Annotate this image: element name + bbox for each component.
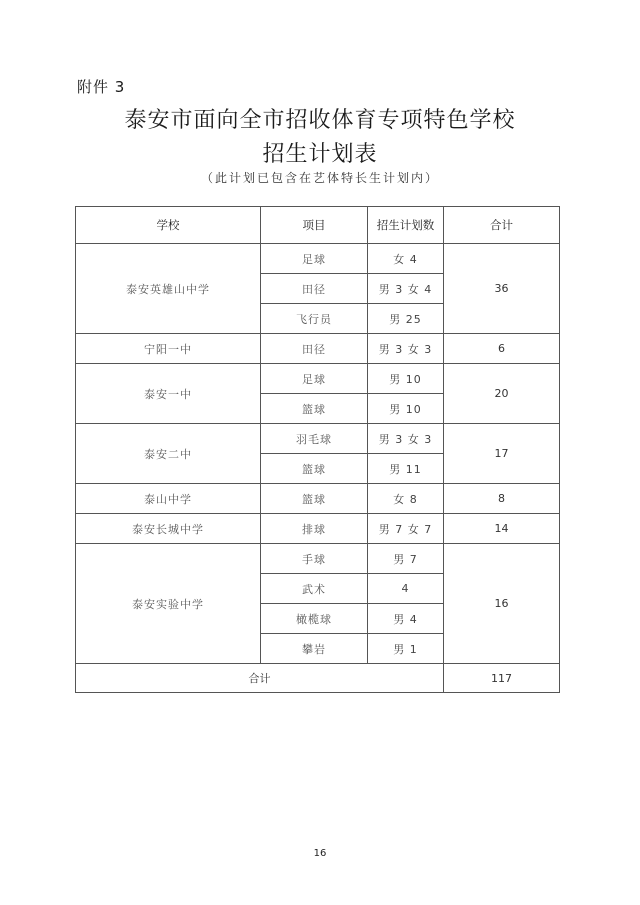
- quota-cell: 男 3 女 3: [368, 424, 444, 454]
- school-name-cell: 泰山中学: [76, 484, 261, 514]
- school-total-cell: 14: [444, 514, 560, 544]
- grand-total-label: 合计: [76, 664, 444, 693]
- school-name-cell: 宁阳一中: [76, 334, 261, 364]
- sport-item-cell: 羽毛球: [261, 424, 368, 454]
- header-item: 项目: [261, 207, 368, 244]
- header-quota: 招生计划数: [368, 207, 444, 244]
- sport-item-cell: 手球: [261, 544, 368, 574]
- table-row: [76, 544, 560, 574]
- enrollment-plan-table: [75, 206, 560, 693]
- school-total-cell: 8: [444, 484, 560, 514]
- quota-cell: 男 1: [368, 634, 444, 664]
- sport-item-cell: 篮球: [261, 454, 368, 484]
- table-body: [76, 244, 560, 664]
- quota-cell: 男 11: [368, 454, 444, 484]
- header-school: 学校: [76, 207, 261, 244]
- quota-cell: 男 25: [368, 304, 444, 334]
- quota-cell: 男 7 女 7: [368, 514, 444, 544]
- quota-cell: 4: [368, 574, 444, 604]
- sport-item-cell: 田径: [261, 274, 368, 304]
- table-row: [76, 364, 560, 394]
- attachment-label: 附件 3: [77, 78, 126, 96]
- school-name-cell: 泰安一中: [76, 364, 261, 424]
- sport-item-cell: 飞行员: [261, 304, 368, 334]
- sport-item-cell: 篮球: [261, 484, 368, 514]
- school-total-cell: 36: [444, 244, 560, 334]
- page-number: 16: [313, 848, 327, 859]
- header-total: 合计: [444, 207, 560, 244]
- quota-cell: 女 8: [368, 484, 444, 514]
- quota-cell: 男 3 女 3: [368, 334, 444, 364]
- table-row: [76, 424, 560, 454]
- school-total-cell: 17: [444, 424, 560, 484]
- quota-cell: 男 4: [368, 604, 444, 634]
- document-title: 泰安市面向全市招收体育专项特色学校: [124, 108, 516, 133]
- school-name-cell: 泰安二中: [76, 424, 261, 484]
- table-header-row: [76, 207, 560, 244]
- school-total-cell: 16: [444, 544, 560, 664]
- grand-total-value: 117: [444, 664, 560, 693]
- sport-item-cell: 武术: [261, 574, 368, 604]
- sport-item-cell: 足球: [261, 244, 368, 274]
- sport-item-cell: 攀岩: [261, 634, 368, 664]
- school-name-cell: 泰安长城中学: [76, 514, 261, 544]
- sport-item-cell: 排球: [261, 514, 368, 544]
- sport-item-cell: 足球: [261, 364, 368, 394]
- table-row: [76, 244, 560, 274]
- sport-item-cell: 篮球: [261, 394, 368, 424]
- sport-item-cell: 橄榄球: [261, 604, 368, 634]
- quota-cell: 男 10: [368, 394, 444, 424]
- quota-cell: 男 7: [368, 544, 444, 574]
- table-row: [76, 334, 560, 364]
- grand-total-row: [76, 664, 560, 693]
- school-name-cell: 泰安英雄山中学: [76, 244, 261, 334]
- quota-cell: 男 3 女 4: [368, 274, 444, 304]
- quota-cell: 男 10: [368, 364, 444, 394]
- school-total-cell: 6: [444, 334, 560, 364]
- document-subtitle: （此计划已包含在艺体特长生计划内）: [200, 171, 439, 185]
- table-row: [76, 514, 560, 544]
- table-row: [76, 484, 560, 514]
- school-total-cell: 20: [444, 364, 560, 424]
- sport-item-cell: 田径: [261, 334, 368, 364]
- document-title-line2: 招生计划表: [262, 142, 378, 167]
- quota-cell: 女 4: [368, 244, 444, 274]
- school-name-cell: 泰安实验中学: [76, 544, 261, 664]
